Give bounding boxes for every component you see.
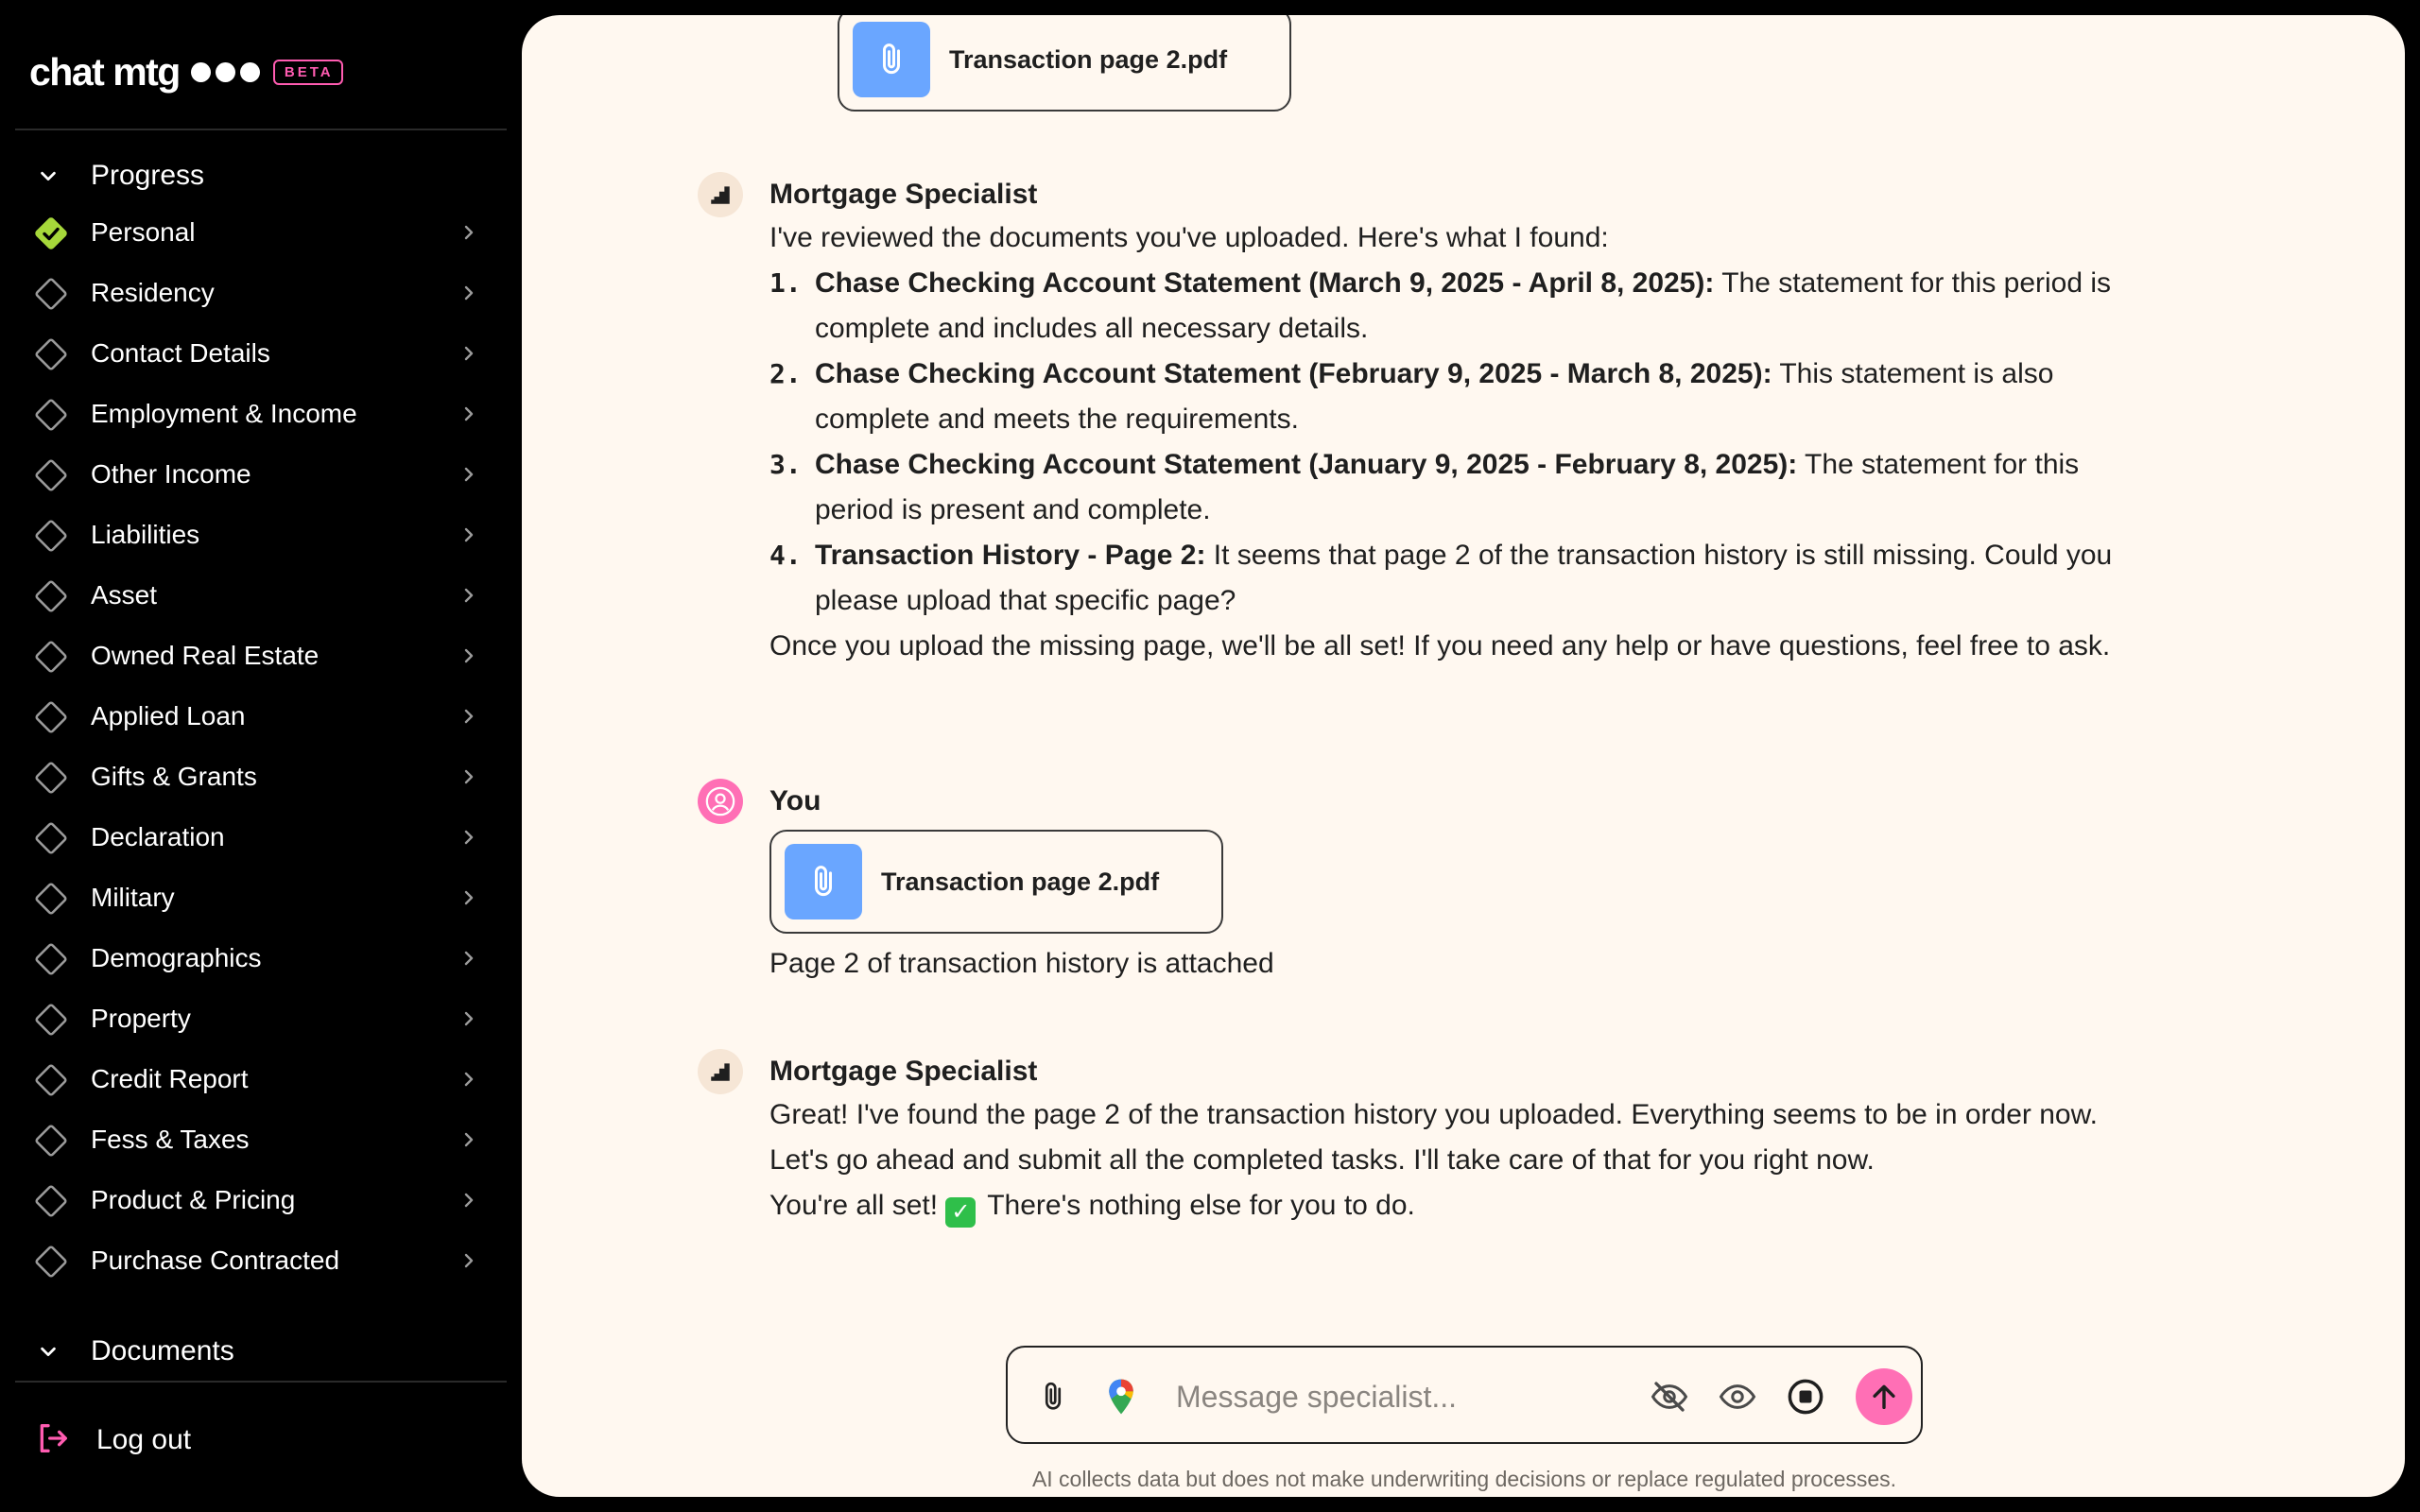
- sidebar-item-label: Owned Real Estate: [91, 641, 320, 670]
- chevron-right-icon: [458, 644, 480, 667]
- diamond-outline-icon: [32, 1001, 70, 1039]
- sidebar-item-demographics[interactable]: [0, 932, 522, 985]
- diamond-outline-icon: [32, 275, 70, 313]
- list-number: 3.: [769, 449, 802, 480]
- progress-title: Progress: [91, 160, 205, 191]
- diamond-outline-icon: [32, 698, 70, 736]
- chat-panel: [522, 15, 2405, 1497]
- list-item-text: This statement is also complete and meets the requirements.: [815, 358, 2054, 435]
- chevron-right-icon: [458, 584, 480, 607]
- list-number: 1.: [769, 267, 802, 299]
- chevron-right-icon: [458, 463, 480, 486]
- chevron-right-icon: [458, 1249, 480, 1272]
- list-number: 2.: [769, 358, 802, 389]
- send-button[interactable]: [1856, 1368, 1912, 1425]
- sidebar-item-declaration[interactable]: [0, 811, 522, 864]
- diamond-outline-icon: [32, 1243, 70, 1280]
- chevron-right-icon: [458, 403, 480, 425]
- sidebar-item-label: Applied Loan: [91, 701, 246, 730]
- attachment-card[interactable]: [769, 830, 1223, 934]
- sidebar-item-property[interactable]: [0, 992, 522, 1045]
- sidebar-item-label: Gifts & Grants: [91, 762, 257, 791]
- chevron-right-icon: [458, 765, 480, 788]
- message-composer: [1006, 1346, 1923, 1444]
- diamond-outline-icon: [32, 880, 70, 918]
- sidebar-item-label: Liabilities: [91, 520, 200, 549]
- sidebar: [0, 0, 522, 1512]
- diamond-outline-icon: [32, 396, 70, 434]
- attachment-filename: Transaction page 2.pdf: [949, 44, 1228, 74]
- specialist-avatar-icon: [698, 172, 743, 217]
- chevron-right-icon: [458, 221, 480, 244]
- message-text: There's nothing else for you to do.: [979, 1190, 1415, 1221]
- brand-name: chat mtg: [29, 49, 180, 94]
- paperclip-icon: [853, 22, 930, 97]
- list-item: [769, 261, 2131, 352]
- chevron-down-icon: [36, 163, 60, 188]
- sidebar-item-label: Other Income: [91, 459, 251, 489]
- chevron-right-icon: [458, 886, 480, 909]
- message-input[interactable]: [1176, 1370, 1630, 1423]
- user-avatar-icon: [698, 779, 743, 824]
- sidebar-item-label: Asset: [91, 580, 158, 610]
- diamond-outline-icon: [32, 1182, 70, 1220]
- list-number: 4.: [769, 540, 802, 571]
- sidebar-item-label: Personal: [91, 217, 196, 247]
- eye-off-icon[interactable]: [1645, 1372, 1694, 1421]
- diamond-outline-icon: [32, 1061, 70, 1099]
- sidebar-item-personal[interactable]: [0, 206, 522, 259]
- sidebar-item-label: Property: [91, 1004, 191, 1033]
- logout-button[interactable]: [34, 1418, 191, 1463]
- attachment-filename: Transaction page 2.pdf: [881, 867, 1160, 896]
- sidebar-item-purchase-contracted[interactable]: [0, 1234, 522, 1287]
- sidebar-item-label: Residency: [91, 278, 215, 307]
- findings-list: [769, 261, 2131, 624]
- eye-icon[interactable]: [1713, 1372, 1762, 1421]
- diamond-outline-icon: [32, 335, 70, 373]
- map-pin-icon[interactable]: [1097, 1372, 1146, 1421]
- sidebar-item-label: Employment & Income: [91, 399, 357, 428]
- sidebar-item-other-income[interactable]: [0, 448, 522, 501]
- disclaimer-text: AI collects data but does not make underwriting decisions or replace regulated processes.: [1031, 1467, 1897, 1491]
- message-line: Great! I've found the page 2 of the transaction history you uploaded. Everything seems to be in order now.: [769, 1099, 2098, 1130]
- sidebar-item-military[interactable]: [0, 871, 522, 924]
- chevron-right-icon: [458, 282, 480, 304]
- diamond-outline-icon: [32, 577, 70, 615]
- chevron-right-icon: [458, 342, 480, 365]
- sidebar-item-owned-real-estate[interactable]: [0, 629, 522, 682]
- list-item: [769, 533, 2131, 624]
- stop-icon[interactable]: [1781, 1372, 1830, 1421]
- message-sender: Mortgage Specialist: [769, 1056, 1038, 1087]
- chevron-right-icon: [458, 705, 480, 728]
- message-text: Page 2 of transaction history is attached: [769, 948, 1274, 979]
- chevron-right-icon: [458, 1068, 480, 1091]
- sidebar-item-residency[interactable]: [0, 266, 522, 319]
- chevron-right-icon: [458, 947, 480, 970]
- diamond-outline-icon: [32, 638, 70, 676]
- sidebar-item-label: Declaration: [91, 822, 225, 851]
- list-item-text: It seems that page 2 of the transaction history is still missing. Could you please upload that specific page?: [815, 540, 2113, 616]
- list-item-heading: Chase Checking Account Statement (January 9, 2025 - February 8, 2025):: [815, 449, 1798, 480]
- documents-title: Documents: [91, 1335, 234, 1366]
- diamond-outline-icon: [32, 759, 70, 797]
- message-sender: You: [769, 785, 821, 816]
- documents-section-toggle[interactable]: [36, 1332, 234, 1370]
- sidebar-item-label: Credit Report: [91, 1064, 249, 1093]
- sidebar-item-applied-loan[interactable]: [0, 690, 522, 743]
- chevron-right-icon: [458, 1007, 480, 1030]
- chevron-right-icon: [458, 524, 480, 546]
- sidebar-item-employment-and-income[interactable]: [0, 387, 522, 440]
- sidebar-item-contact-details[interactable]: [0, 327, 522, 380]
- sidebar-item-label: Product & Pricing: [91, 1185, 296, 1214]
- paperclip-icon[interactable]: [1028, 1372, 1078, 1421]
- chevron-right-icon: [458, 826, 480, 849]
- diamond-outline-icon: [32, 1122, 70, 1160]
- message-specialist: [769, 176, 2131, 669]
- check-diamond-icon: [32, 215, 70, 252]
- message-line: [769, 1183, 2131, 1228]
- list-item: [769, 442, 2131, 533]
- sidebar-item-label: Purchase Contracted: [91, 1246, 340, 1275]
- list-item-heading: Chase Checking Account Statement (March 9, 2025 - April 8, 2025):: [815, 267, 1715, 299]
- list-item-heading: Transaction History - Page 2:: [815, 540, 1206, 571]
- list-item-text: The statement for this period is present and complete.: [815, 449, 2080, 525]
- sidebar-item-fess-and-taxes[interactable]: [0, 1113, 522, 1166]
- list-item-heading: Chase Checking Account Statement (February 9, 2025 - March 8, 2025):: [815, 358, 1772, 389]
- diamond-outline-icon: [32, 819, 70, 857]
- diamond-outline-icon: [32, 517, 70, 555]
- message-specialist: [769, 1053, 2131, 1228]
- sidebar-item-label: Contact Details: [91, 338, 270, 368]
- message-text: You're all set!: [769, 1190, 939, 1221]
- brand-dots-icon: [191, 62, 260, 82]
- check-mark-icon: ✓: [945, 1197, 976, 1228]
- diamond-outline-icon: [32, 456, 70, 494]
- message-outro: Once you upload the missing page, we'll be all set! If you need any help or have questions, feel free to ask.: [769, 630, 2111, 662]
- message-intro: I've reviewed the documents you've uploaded. Here's what I found:: [769, 222, 1609, 253]
- paperclip-icon: [785, 844, 862, 919]
- sidebar-item-label: Demographics: [91, 943, 262, 972]
- logout-icon: [34, 1419, 72, 1462]
- list-item: [769, 352, 2131, 442]
- chevron-right-icon: [458, 1189, 480, 1211]
- logout-label: Log out: [96, 1424, 192, 1455]
- message-user: [769, 782, 2131, 987]
- message-sender: Mortgage Specialist: [769, 179, 1038, 210]
- sidebar-item-label: Military: [91, 883, 175, 912]
- sidebar-divider-bottom: [15, 1381, 507, 1383]
- sidebar-item-gifts-and-grants[interactable]: [0, 750, 522, 803]
- message-line: Let's go ahead and submit all the completed tasks. I'll take care of that for you right now.: [769, 1144, 1875, 1176]
- attachment-card[interactable]: [838, 15, 1291, 112]
- sidebar-divider-top: [15, 129, 507, 130]
- sidebar-item-credit-report[interactable]: [0, 1053, 522, 1106]
- sidebar-item-asset[interactable]: [0, 569, 522, 622]
- arrow-up-icon: [1868, 1381, 1900, 1413]
- chevron-right-icon: [458, 1128, 480, 1151]
- chevron-down-icon: [36, 1339, 60, 1364]
- sidebar-item-liabilities[interactable]: [0, 508, 522, 561]
- sidebar-item-label: Fess & Taxes: [91, 1125, 250, 1154]
- diamond-outline-icon: [32, 940, 70, 978]
- brand-logo[interactable]: [29, 47, 343, 96]
- sidebar-item-product-and-pricing[interactable]: [0, 1174, 522, 1227]
- list-item-text: The statement for this period is complete and includes all necessary details.: [815, 267, 2112, 344]
- progress-section-toggle[interactable]: [36, 157, 204, 195]
- beta-badge: BETA: [273, 60, 343, 85]
- specialist-avatar-icon: [698, 1049, 743, 1094]
